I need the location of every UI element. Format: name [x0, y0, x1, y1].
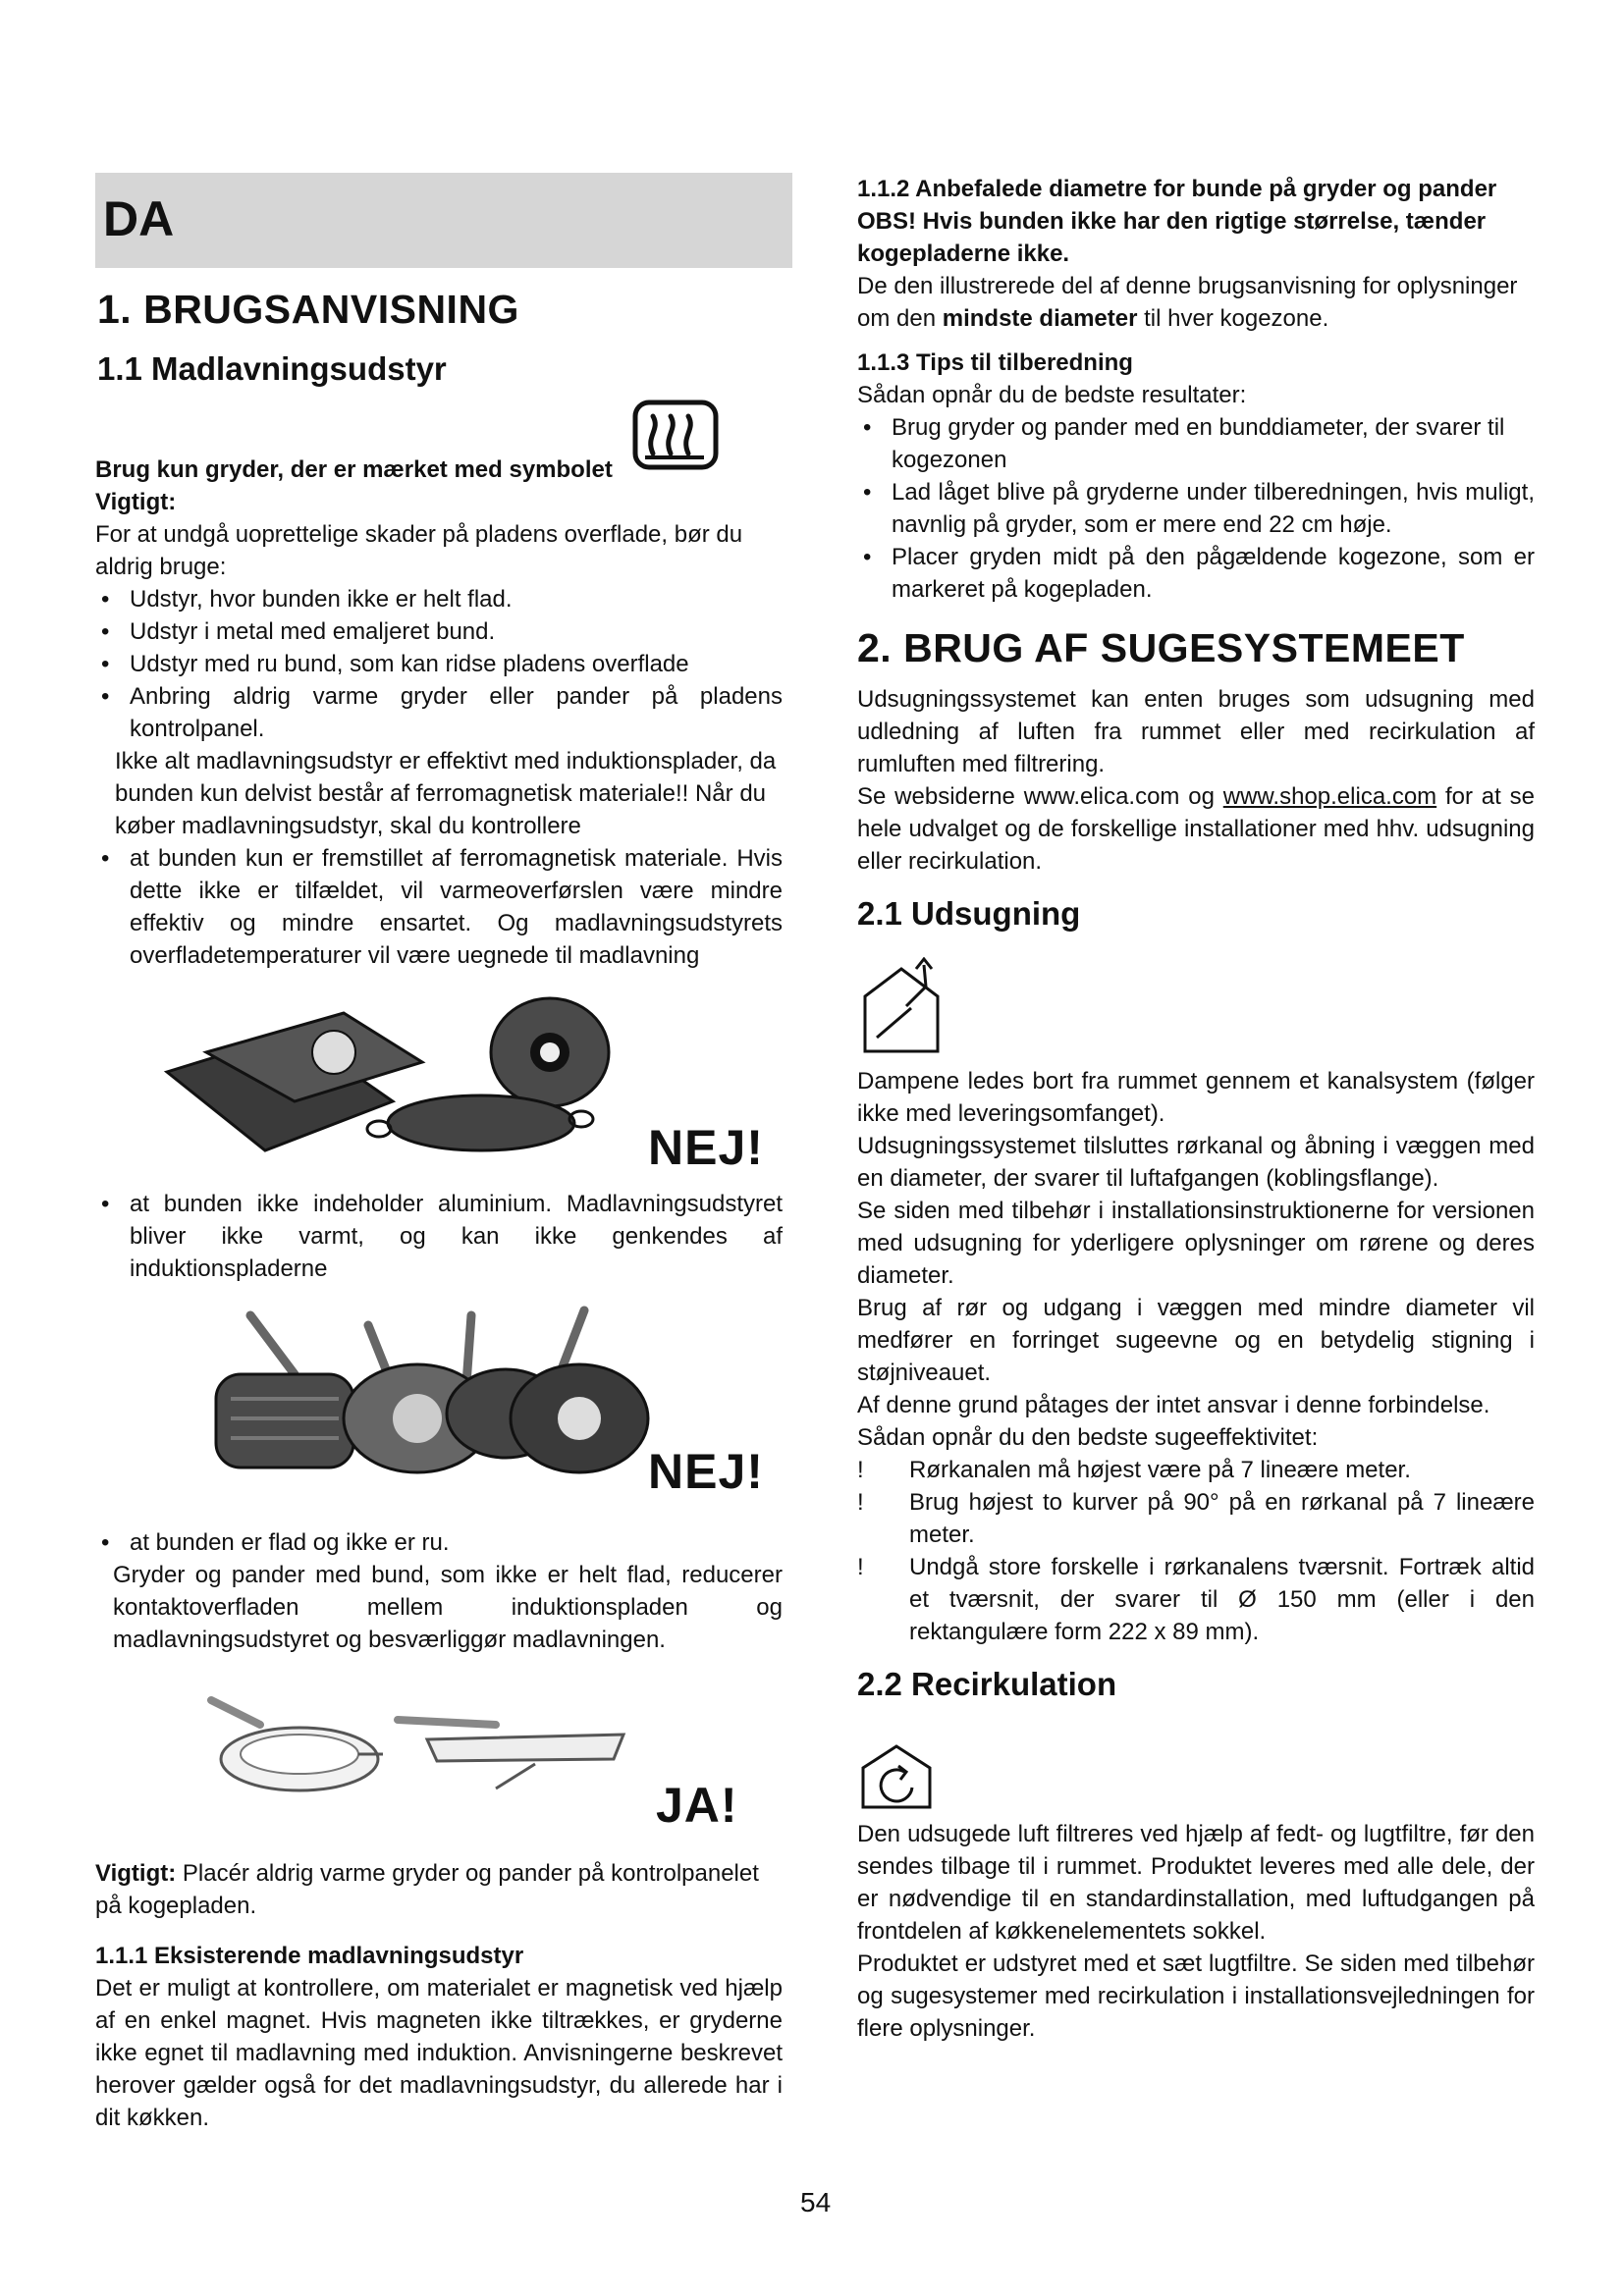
section-1-1-2-title: 1.1.2 Anbefalede diametre for bunde på gryder og pander — [857, 176, 1497, 202]
verdict-no-1: NEJ! — [648, 1120, 764, 1175]
verdict-no-2: NEJ! — [648, 1444, 764, 1499]
list-item: • Placer gryden midt på den pågældende kogezone, som er markeret på kogepladen. — [857, 541, 1535, 606]
important-note-2 — [95, 1857, 783, 1922]
section-1-1-3-intro: Sådan opnår du de bedste resultater: — [857, 382, 1247, 408]
section-1-1-2-obs: OBS! Hvis bunden ikke har den rigtige størrelse, tænder kogepladerne ikke. — [857, 208, 1487, 267]
flat-bottom-paragraph — [95, 1559, 783, 1656]
extraction-tips-list — [857, 1454, 1535, 1648]
section-1-1-title: 1.1 Madlavningsudstyr — [97, 350, 447, 387]
ferromagnetic-paragraph: Ikke alt madlavningsudstyr er effektivt med induktionsplader, da bunden kun delvist består af ferromagnetisk materiale!! Når du køber madlavningsudstyr, skal du kontrollere — [115, 748, 777, 839]
ducted-extraction-icon — [857, 957, 955, 1055]
section-1-1-1-title: 1.1.1 Eksisterende madlavningsudstyr — [95, 1943, 524, 1969]
section-2-links — [857, 780, 1535, 878]
section-2-text: Udsugningssystemet kan enten bruges som udsugning med udledning af luften fra rummet eller med recirkulation af rumluften med filtrering. — [857, 686, 1535, 777]
main-title: 1. BRUGSANVISNING — [97, 287, 519, 332]
list-item: • at bunden er flad og ikke er ru. — [95, 1526, 783, 1559]
language-code: DA — [103, 191, 175, 246]
section-1-1-1-text: Det er muligt at kontrollere, om materialet er magnetisk ved hjælp af en enkel magnet. Hvis magneten ikke tiltrækkes, er gryderne ikke egnet til madlavning med induktion. Anvisningerne beskrevet herover gælder også for det madlavningsudstyr, du allerede har i dit køkken. — [95, 1975, 783, 2131]
intro-text: For at undgå uoprettelige skader på pladens overflade, bør du aldrig bruge: — [95, 521, 743, 580]
section-2-1-text-5: Af denne grund påtages der intet ansvar i denne forbindelse. — [857, 1392, 1490, 1418]
section-2-1-text-3: Se siden med tilbehør i installationsinstruktionerne for versionen med udsugning for yderligere oplysninger om rørene og deres diameter. — [857, 1198, 1535, 1289]
aluminium-list — [95, 1188, 783, 1285]
list-item: ! Brug højest to kurver på 90° på en rørkanal på 7 lineære meter. — [857, 1486, 1535, 1551]
section-1-1-2-text — [857, 270, 1535, 335]
text-part: De den illustrerede del af denne brugsanvisning for oplysninger om den — [857, 273, 1518, 332]
important-label-2: Vigtigt: — [95, 1860, 177, 1887]
page-number: 54 — [800, 2187, 832, 2217]
shop-link[interactable]: www.shop.elica.com — [1222, 783, 1437, 810]
list-item: • Anbring aldrig varme gryder eller pander på pladens kontrolpanel. — [95, 680, 783, 745]
text-part: til hver kogezone. — [1144, 305, 1329, 332]
verdict-yes: JA! — [656, 1778, 738, 1833]
section-2-2-title: 2.2 Recirkulation — [857, 1666, 1117, 1702]
list-item: • at bunden ikke indeholder aluminium. Madlavningsudstyret bliver ikke varmt, og kan ikke genkendes af induktionspladerne — [95, 1188, 783, 1285]
text-part: Se websiderne www.elica.com og — [857, 783, 1215, 810]
language-header-bar — [95, 173, 792, 268]
section-2-1-text-6: Sådan opnår du den bedste sugeeffektivitet: — [857, 1424, 1319, 1451]
list-item: • Lad låget blive på gryderne under tilberedningen, hvis muligt, navnlig på gryder, som er mere end 22 cm høje. — [857, 476, 1535, 541]
list-item: • at bunden kun er fremstillet af ferromagnetisk materiale. Hvis dette ikke er tilfældet, vil varmeoverførslen være mindre effektiv og mindre ensartet. Og madlavningsudstyrets overfladetemperaturer vil være uegnede til madlavning — [95, 842, 783, 972]
section-2-1-text-1: Dampene ledes bort fra rummet gennem et kanalsystem (følger ikke med leveringsomfanget). — [857, 1068, 1535, 1127]
symbol-instruction: Brug kun gryder, der er mærket med symbolet — [95, 456, 613, 483]
section-2-title: 2. BRUG AF SUGESYSTEMEET — [857, 625, 1465, 670]
section-2-1-title: 2.1 Udsugning — [857, 895, 1081, 932]
important-label: Vigtigt: — [95, 489, 177, 515]
section-1-1-3-title: 1.1.3 Tips til tilberedning — [857, 349, 1133, 376]
section-2-2-text-1: Den udsugede luft filtreres ved hjælp af fedt- og lugtfiltre, før den sendes tilbage til i rummet. Produktet leveres med alle dele, der er nødvendige til en standardinstallation, med luftudgangen på frontdelen af køkkenelementets sokkel. — [857, 1821, 1535, 1945]
flat-bottom-text: Gryder og pander med bund, som ikke er helt flad, reducerer kontaktoverfladen mellem induktionspladen og madlavningsudstyret og besværliggør madlavningen. — [113, 1562, 783, 1653]
ferromagnetic-list — [95, 842, 783, 972]
emphasis: mindste diameter — [942, 305, 1138, 332]
tips-list — [857, 411, 1535, 606]
avoid-list — [95, 583, 783, 745]
list-item: • Brug gryder og pander med en bunddiameter, der svarer til kogezonen — [857, 411, 1535, 476]
list-item: • Udstyr i metal med emaljeret bund. — [95, 615, 783, 648]
recirculation-icon — [857, 1742, 936, 1811]
important-text-2: Placér aldrig varme gryder og pander på kontrolpanelet på kogepladen. — [95, 1860, 759, 1919]
section-2-2-text-2: Produktet er udstyret med et sæt lugtfiltre. Se siden med tilbehør og sugesystemer med recirkulation i installationsvejledningen for flere oplysninger. — [857, 1950, 1535, 2042]
list-item: • Udstyr med ru bund, som kan ridse pladens overflade — [95, 648, 783, 680]
list-item: • Udstyr, hvor bunden ikke er helt flad. — [95, 583, 783, 615]
non-ferromagnetic-cookware-image — [147, 993, 658, 1170]
section-2-1-text-2: Udsugningssystemet tilsluttes rørkanal og åbning i væggen med en diameter, der svarer til luftafgangen (koblingsflange). — [857, 1133, 1535, 1192]
flat-bottom-cookware-image — [201, 1690, 643, 1798]
flat-bottom-list — [95, 1526, 783, 1559]
list-item: ! Undgå store forskelle i rørkanalens tværsnit. Fortræk altid et tværsnit, der svarer til Ø 150 mm (eller i den rektangulære form 222 x 89 mm). — [857, 1551, 1535, 1648]
list-item: ! Rørkanalen må højest være på 7 lineære meter. — [857, 1454, 1535, 1486]
text-part: for at se hele udvalget og de forskellige installationer med hhv. udsugning eller recirkulation. — [857, 783, 1535, 875]
section-2-1-text-4: Brug af rør og udgang i væggen med mindre diameter vil medfører en forringet sugeevne og en betydelig stigning i støjniveauet. — [857, 1295, 1535, 1386]
aluminium-cookware-image — [191, 1306, 653, 1482]
